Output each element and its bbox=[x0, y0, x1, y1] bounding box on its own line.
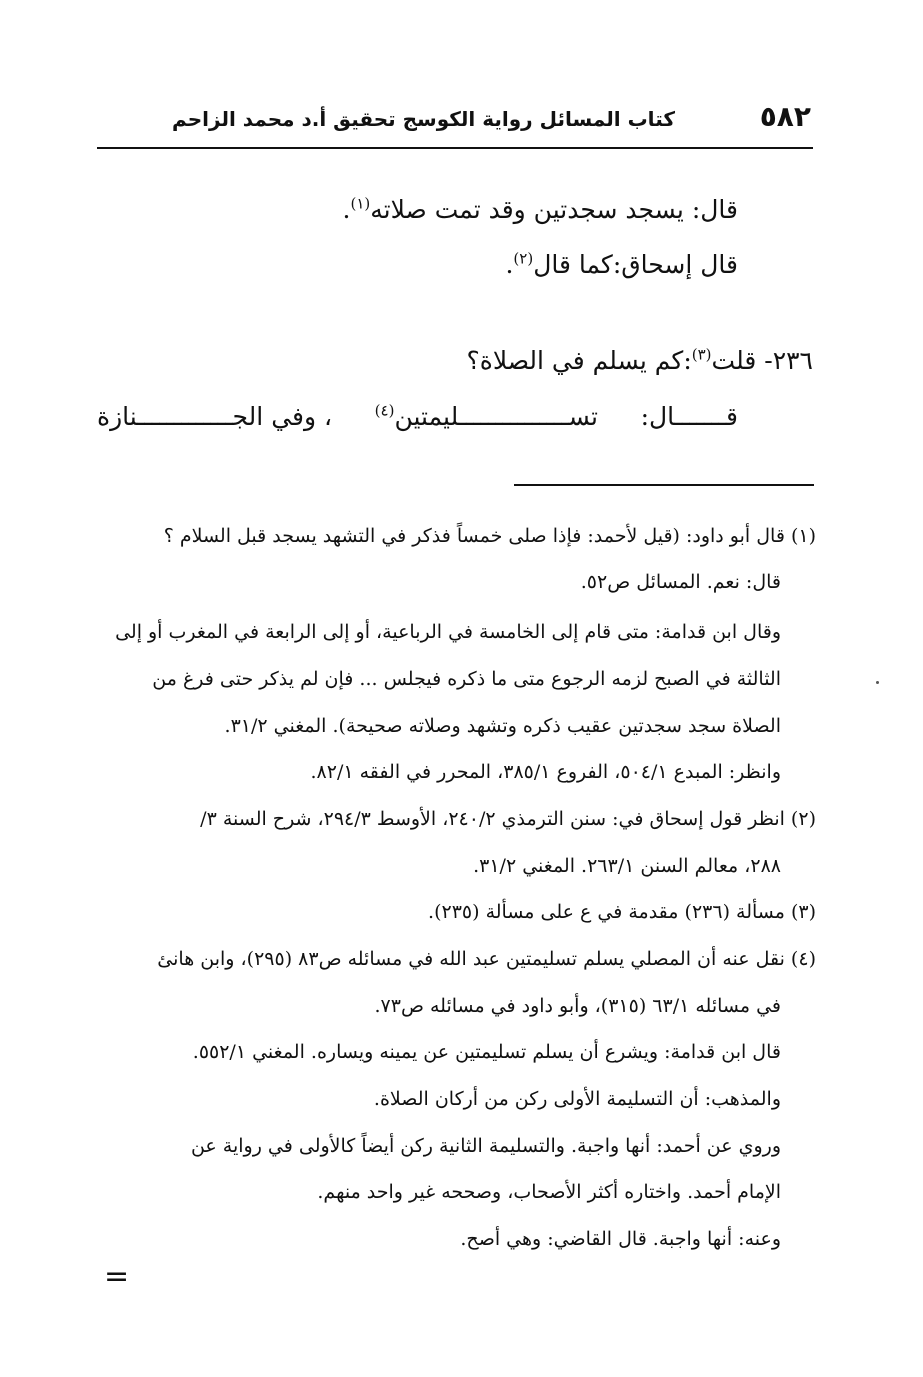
footnote-3-line-1: (٣) مسألة (٢٣٦) مقدمة في ع على مسألة (٢٣٥). bbox=[428, 901, 816, 923]
footnote-4-line-5: وروي عن أحمد: أنها واجبة. والتسليمة الثانية ركن أيضاً كالأولى في رواية عن bbox=[190, 1135, 781, 1157]
footnote-1-line-6: وانظر: المبدع ٥٠٤/١، الفروع ٣٨٥/١، المحرر في الفقه ٨٢/١. bbox=[310, 761, 781, 783]
footnote-4-line-4: والمذهب: أن التسليمة الأولى ركن من أركان الصلاة. bbox=[373, 1088, 781, 1110]
body-line-1-end: . bbox=[342, 195, 351, 224]
body-line-1 bbox=[343, 190, 739, 230]
footnote-4-line-1: (٤) نقل عنه أن المصلي يسلم تسليمتين عبد الله في مسائله ص٨٣ (٢٩٥)، وابن هانئ bbox=[157, 948, 816, 970]
footnote-4-line-7: وعنه: أنها واجبة. قال القاضي: وهي أصح. bbox=[460, 1228, 781, 1250]
footnote-1-line-1: (١) قال أبو داود: (قيل لأحمد: فإذا صلى خمساً فذكر في التشهد يسجد قبل السلام ؟ bbox=[163, 525, 816, 547]
question-heading bbox=[466, 341, 813, 381]
footnote-4-line-3: قال ابن قدامة: ويشرع أن يسلم تسليمتين عن يمينه ويساره. المغني ٥٥٢/١. bbox=[192, 1041, 781, 1063]
footnote-4-line-6: الإمام أحمد. واختاره أكثر الأصحاب، وصححه غير واحد منهم. bbox=[317, 1181, 781, 1203]
footnote-ref-1[interactable]: (١) bbox=[350, 194, 371, 213]
footnote-4-line-2: في مسائله ٦٣/١ (٣١٥)، وأبو داود في مسائله ص٧٣. bbox=[374, 995, 781, 1017]
body-line-2-text: قال إسحاق:كما قال bbox=[533, 250, 738, 279]
page-number: ٥٨٢ bbox=[759, 100, 811, 133]
answer-word-qala: قـــــــال: bbox=[640, 402, 738, 431]
footnote-1-line-4: الثالثة في الصبح لزمه الرجوع متى ما ذكره فيجلس ... فإن لم يذكر حتى فرغ من bbox=[152, 668, 781, 690]
continuation-mark: = bbox=[104, 1259, 130, 1294]
body-line-2-end: . bbox=[505, 250, 514, 279]
footnote-ref-3[interactable]: (٣) bbox=[691, 345, 712, 364]
header-rule bbox=[97, 147, 813, 149]
answer-word-janaza: ، وفي الجـــــــــــــنازة bbox=[97, 402, 333, 431]
answer-line bbox=[97, 397, 738, 437]
body-line-2 bbox=[505, 245, 738, 285]
running-title: كتاب المسائل رواية الكوسج تحقيق أ.د محمد الزاحم bbox=[172, 107, 675, 131]
body-line-1-text: قال: يسجد سجدتين وقد تمت صلاته bbox=[370, 195, 738, 224]
footnote-1-line-2: قال: نعم. المسائل ص٥٢. bbox=[580, 571, 781, 593]
footnote-2-line-2: ٢٨٨، معالم السنن ٢٦٣/١. المغني ٣١/٢. bbox=[473, 855, 781, 877]
footnote-ref-2[interactable]: (٢) bbox=[513, 249, 534, 268]
footnote-2-line-1: (٢) انظر قول إسحاق في: سنن الترمذي ٢٤٠/٢، الأوسط ٢٩٤/٣، شرح السنة ٣/ bbox=[200, 808, 816, 830]
scan-speck bbox=[876, 681, 879, 684]
footnote-1-line-3: وقال ابن قدامة: متى قام إلى الخامسة في الرباعية، أو إلى الرابعة في المغرب أو إلى bbox=[115, 621, 781, 643]
answer-word-taslimatayn: تســـــــــــــــليمتين$^{(٤)}$ bbox=[374, 401, 598, 431]
footnote-1-line-5: الصلاة سجد سجدتين عقيب ذكره وتشهد وصلاته صحيحة). المغني ٣١/٢. bbox=[224, 715, 781, 737]
footnote-ref-4[interactable]: (٤) bbox=[374, 401, 395, 420]
footnote-separator bbox=[514, 484, 814, 486]
question-text: :كم يسلم في الصلاة؟ bbox=[466, 346, 692, 375]
question-number: ٢٣٦- قلت bbox=[711, 346, 813, 375]
